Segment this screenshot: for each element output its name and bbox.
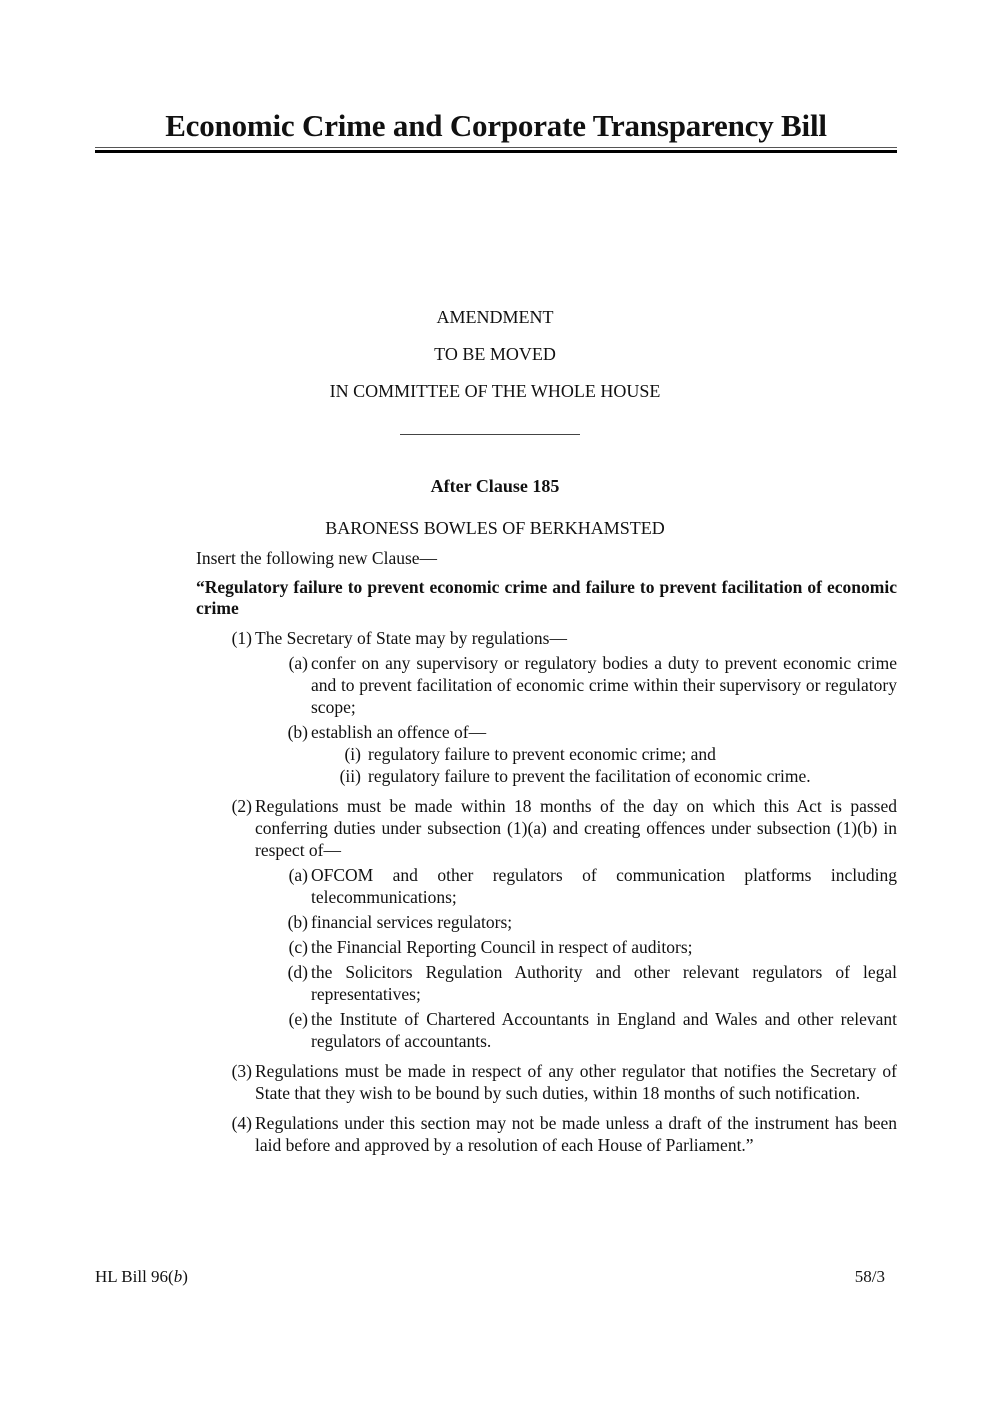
paragraph-text: the Institute of Chartered Accountants in England and Wales and other relevant regulators of accountants. xyxy=(311,1009,897,1051)
subsection-2 xyxy=(196,795,897,861)
committee-label: IN COMMITTEE OF THE WHOLE HOUSE xyxy=(329,381,661,401)
paragraph-number: (e) xyxy=(288,1009,308,1029)
paragraph-text: the Solicitors Regulation Authority and other relevant regulators of legal representatives; xyxy=(311,962,897,1004)
paragraph-2c xyxy=(196,936,897,958)
subparagraph-number: (ii) xyxy=(339,766,361,786)
clause-heading: “Regulatory failure to prevent economic crime and failure to prevent facilitation of economic crime xyxy=(196,577,897,618)
paragraph-2d xyxy=(196,961,897,1005)
subsection-number: (3) xyxy=(231,1061,252,1081)
paragraph-text: confer on any supervisory or regulatory bodies a duty to prevent economic crime and to prevent facilitation of economic crime within their supervisory or regulatory scope; xyxy=(311,653,897,717)
paragraph-1b xyxy=(196,721,897,743)
subsection-1 xyxy=(196,627,897,649)
subsection-text: Regulations must be made within 18 months of the day on which this Act is passed conferring duties under subsection (1)(a) and creating offences under subsection (1)(b) in respect of— xyxy=(255,796,897,860)
paragraph-1a xyxy=(196,652,897,718)
paragraph-text: the Financial Reporting Council in respect of auditors; xyxy=(311,937,693,957)
subparagraph-number: (i) xyxy=(344,744,361,764)
section-divider xyxy=(400,434,580,435)
title-rule-thick xyxy=(95,150,897,153)
bill-ref-letter: b xyxy=(173,1267,183,1286)
subsection-number: (2) xyxy=(231,796,252,816)
title-rule-thin xyxy=(95,147,897,148)
instruction: Insert the following new Clause— xyxy=(196,548,438,568)
paragraph-number: (a) xyxy=(288,865,308,885)
subsection-number: (1) xyxy=(231,628,252,648)
paragraph-number: (c) xyxy=(288,937,308,957)
subparagraph-text: regulatory failure to prevent the facilitation of economic crime. xyxy=(368,766,811,786)
subsection-4 xyxy=(196,1112,897,1156)
page-reference: 58/3 xyxy=(854,1267,885,1286)
bill-reference xyxy=(95,1266,188,1288)
subparagraph-1b-ii xyxy=(196,765,897,787)
bill-ref-prefix: HL Bill 96( xyxy=(95,1267,174,1286)
paragraph-2e xyxy=(196,1008,897,1052)
paragraph-2a xyxy=(196,864,897,908)
paragraph-number: (b) xyxy=(287,722,308,742)
clause-position: After Clause 185 xyxy=(430,476,560,496)
subsection-text: The Secretary of State may by regulations— xyxy=(255,628,567,648)
paragraph-number: (b) xyxy=(287,912,308,932)
paragraph-number: (a) xyxy=(288,653,308,673)
paragraph-number: (d) xyxy=(287,962,308,982)
mover-name: BARONESS BOWLES OF BERKHAMSTED xyxy=(325,518,665,538)
paragraph-text: OFCOM and other regulators of communication platforms including telecommunications; xyxy=(311,865,897,907)
amendment-body xyxy=(196,547,897,1156)
subparagraph-text: regulatory failure to prevent economic crime; and xyxy=(368,744,716,764)
subsection-text: Regulations under this section may not be made unless a draft of the instrument has been laid before and approved by a resolution of each House of Parliament.” xyxy=(255,1113,897,1155)
subsection-3 xyxy=(196,1060,897,1104)
subparagraph-1b-i xyxy=(196,743,897,765)
subsection-number: (4) xyxy=(231,1113,252,1133)
amendment-label: AMENDMENT xyxy=(436,307,554,327)
paragraph-2b xyxy=(196,911,897,933)
bill-ref-suffix: ) xyxy=(182,1267,188,1286)
to-be-moved-label: TO BE MOVED xyxy=(434,344,556,364)
paragraph-text: financial services regulators; xyxy=(311,912,513,932)
subsection-text: Regulations must be made in respect of any other regulator that notifies the Secretary of State that they wish to be bound by such duties, within 18 months of such notification. xyxy=(255,1061,897,1103)
document-title: Economic Crime and Corporate Transparency Bill xyxy=(165,108,827,143)
paragraph-text: establish an offence of— xyxy=(311,722,487,742)
